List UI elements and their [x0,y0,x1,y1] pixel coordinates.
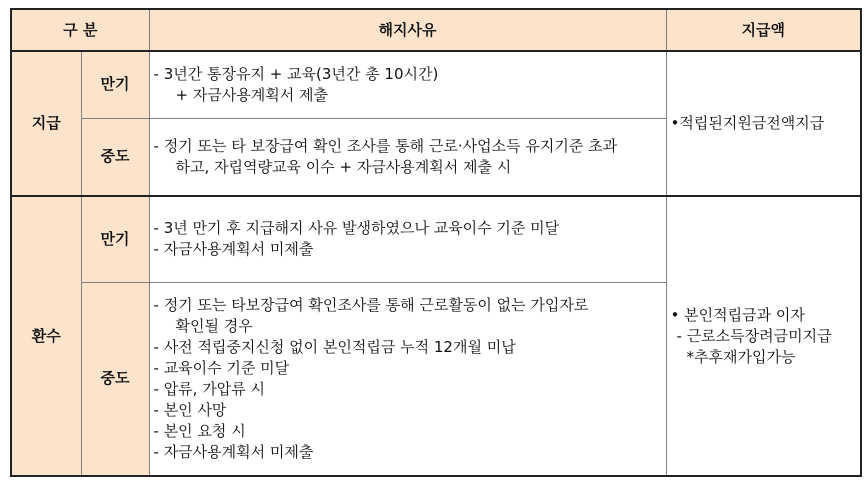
reason-refund-maturity [149,196,666,282]
category-payout: 지급 [11,51,81,196]
subcategory-refund-midway: 중도 [81,282,149,476]
payment-line: - 근로소득장려금미지급 [676,326,832,345]
payment-line: *추후재가입가능 [686,347,796,366]
payment-payout [666,51,861,196]
header-row [11,9,861,51]
reason-line: - 본인 사망 [153,400,227,419]
reason-line: - 3년 만기 후 지급해지 사유 발생하였으나 교육이수 기준 미달 [153,219,560,238]
header-category: 구 분 [11,9,149,51]
reason-payout-midway [149,118,666,196]
reason-line: - 자금사용계획서 미제출 [153,442,314,461]
reason-line: - 정기 또는 타 보장급여 확인 조사를 통해 근로·사업소득 유지기준 초과 [153,136,618,155]
reason-line: 확인될 경우 [175,316,253,335]
subcategory-payout-maturity: 만기 [81,51,149,118]
reason-line: - 압류, 가압류 시 [153,379,265,398]
reason-payout-maturity [149,51,666,118]
reason-line: - 교육이수 기준 미달 [153,358,290,377]
reason-line: - 사전 적립중지신청 없이 본인적립금 누적 12개월 미납 [153,337,516,356]
reason-refund-midway [149,282,666,476]
reason-line: - 본인 요청 시 [153,421,246,440]
reason-line: - 자금사용계획서 미제출 [153,240,314,259]
header-reason: 해지사유 [149,9,666,51]
table-row [11,196,861,282]
subcategory-payout-midway: 중도 [81,118,149,196]
reason-line: - 정기 또는 타보장급여 확인조사를 통해 근로활동이 없는 가입자로 [153,295,589,314]
subcategory-refund-maturity: 만기 [81,196,149,282]
header-payment: 지급액 [666,9,861,51]
payment-refund [666,196,861,476]
reason-line: 하고, 자립역량교육 이수 + 자금사용계획서 제출 시 [175,157,512,176]
reason-line: + 자금사용계획서 제출 [175,85,329,104]
termination-table [10,8,862,477]
reason-line: - 3년간 통장유지 + 교육(3년간 총 10시간) [153,64,439,83]
payment-line: •적립된지원금전액지급 [670,114,825,132]
payment-line: • 본인적립금과 이자 [670,305,805,324]
category-refund: 환수 [11,196,81,476]
table-row [11,51,861,118]
